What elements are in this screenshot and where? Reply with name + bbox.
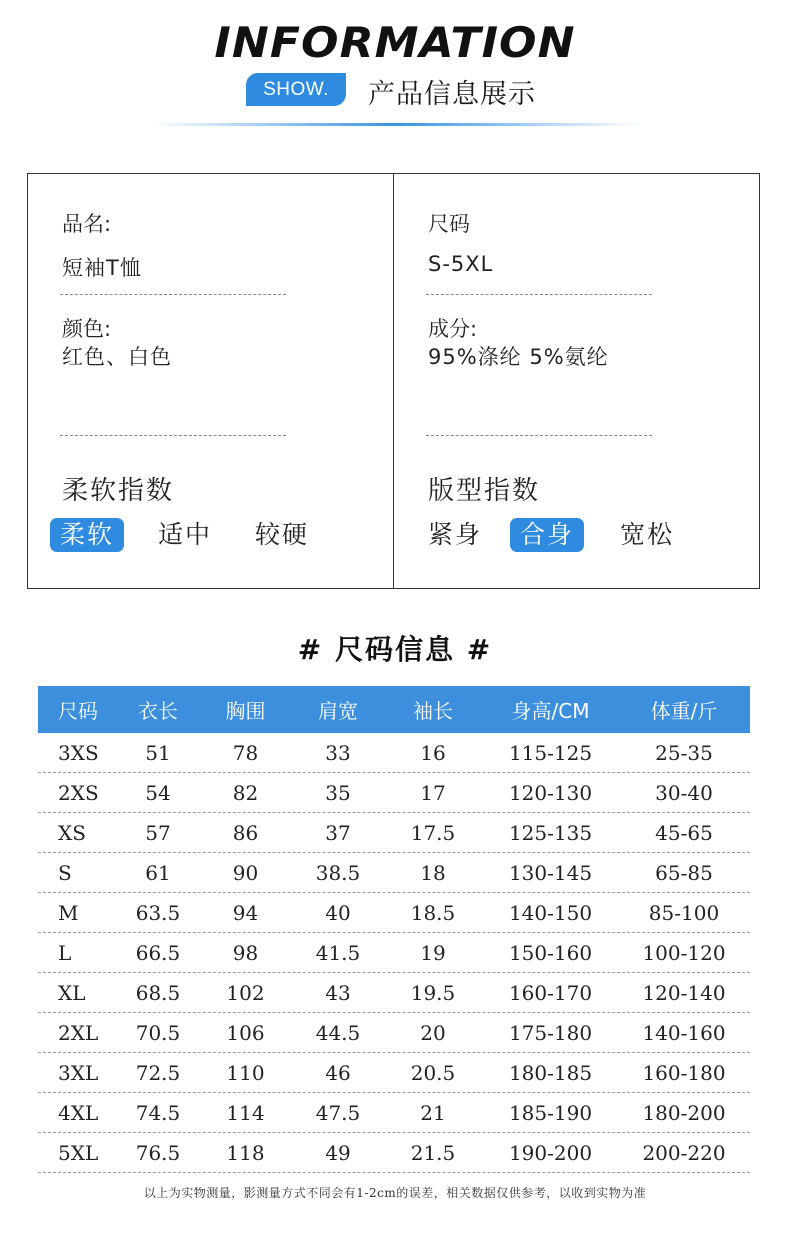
table-cell: 21: [420, 1100, 446, 1125]
color-value: 红色、白色: [62, 345, 172, 369]
table-cell: 100-120: [642, 940, 726, 965]
table-cell: 130-145: [508, 860, 593, 885]
size-section-title: # 尺码信息 #: [297, 633, 493, 666]
table-cell: 114: [226, 1100, 265, 1125]
table-header-cell: 胸围: [225, 699, 266, 723]
table-cell: L: [58, 940, 72, 965]
table-cell: 2XS: [58, 780, 99, 805]
table-cell: 37: [325, 820, 351, 845]
divider-dots: [426, 435, 652, 436]
table-cell: 120-140: [642, 980, 726, 1005]
table-cell: 65-85: [655, 860, 713, 885]
table-row: [38, 893, 750, 933]
size-value: S-5XL: [428, 252, 494, 276]
table-cell: 18: [420, 860, 446, 885]
table-row: [38, 853, 750, 893]
table-cell: 45-65: [655, 820, 713, 845]
table-cell: 21.5: [410, 1140, 456, 1165]
table-row: [38, 1133, 750, 1173]
size-table-header: [38, 686, 750, 733]
table-cell: 61: [145, 860, 171, 885]
product-name-value: 短袖T恤: [62, 256, 142, 280]
table-cell: 40: [325, 900, 351, 925]
table-cell: 98: [232, 940, 259, 965]
table-cell: 106: [226, 1020, 265, 1045]
table-cell: 33: [325, 740, 351, 765]
product-name-label: 品名:: [62, 212, 112, 236]
table-row: [38, 773, 750, 813]
table-cell: 150-160: [508, 940, 593, 965]
table-cell: 160-180: [642, 1060, 726, 1085]
table-header-cell: 身高/CM: [511, 699, 590, 723]
table-row: [38, 1013, 750, 1053]
table-cell: 43: [325, 980, 351, 1005]
table-cell: 49: [325, 1140, 351, 1165]
table-cell: 25-35: [655, 740, 713, 765]
table-cell: 90: [232, 860, 259, 885]
table-header-cell: 袖长: [413, 699, 453, 723]
size-table-body: [38, 733, 750, 1173]
table-cell: 17: [420, 780, 446, 805]
table-cell: 70.5: [135, 1020, 181, 1045]
table-cell: 125-135: [508, 820, 593, 845]
table-cell: 35: [325, 780, 351, 805]
table-cell: 17.5: [410, 820, 456, 845]
table-cell: 19: [420, 940, 446, 965]
table-cell: 41.5: [315, 940, 361, 965]
table-cell: 78: [232, 740, 259, 765]
show-badge: SHOW.: [246, 73, 346, 106]
material-label: 成分:: [428, 317, 478, 341]
table-row: [38, 1093, 750, 1133]
table-header-cell: 尺码: [58, 699, 98, 723]
table-cell: 110: [226, 1060, 265, 1085]
table-cell: 18.5: [410, 900, 456, 925]
table-row: [38, 1053, 750, 1093]
table-cell: 118: [226, 1140, 265, 1165]
table-cell: 66.5: [135, 940, 181, 965]
table-cell: 190-200: [508, 1140, 593, 1165]
table-cell: 19.5: [410, 980, 456, 1005]
softness-index-title: 柔软指数: [62, 476, 175, 506]
table-cell: 30-40: [655, 780, 713, 805]
table-cell: 185-190: [508, 1100, 593, 1125]
table-cell: 3XL: [58, 1060, 99, 1085]
table-cell: 115-125: [508, 740, 593, 765]
table-row: [38, 973, 750, 1013]
table-cell: 180-185: [508, 1060, 593, 1085]
table-cell: M: [58, 900, 79, 925]
table-cell: 20.5: [410, 1060, 456, 1085]
table-cell: 160-170: [508, 980, 593, 1005]
table-cell: 120-130: [508, 780, 593, 805]
table-cell: 5XL: [58, 1140, 99, 1165]
divider-dots: [426, 294, 652, 295]
header-underline: [150, 123, 640, 126]
table-cell: 82: [232, 780, 259, 805]
table-row: [38, 933, 750, 973]
fit-index-title: 版型指数: [428, 476, 541, 506]
table-header-cell: 体重/斤: [650, 699, 718, 723]
page-title: INFORMATION: [214, 18, 576, 67]
table-cell: 74.5: [135, 1100, 181, 1125]
material-value: 95%涤纶 5%氨纶: [428, 345, 609, 369]
softness-option-medium: 适中: [158, 520, 213, 549]
table-cell: 76.5: [135, 1140, 181, 1165]
table-cell: 140-160: [642, 1020, 726, 1045]
table-header-cell: 衣长: [138, 699, 178, 723]
divider-dots: [60, 294, 286, 295]
table-cell: 180-200: [642, 1100, 726, 1125]
table-cell: S: [58, 860, 72, 885]
fit-option-loose: 宽松: [620, 520, 675, 549]
fit-option-tight: 紧身: [428, 520, 483, 549]
size-label: 尺码: [428, 212, 470, 236]
table-cell: 4XL: [58, 1100, 99, 1125]
table-cell: 86: [232, 820, 259, 845]
table-header-cell: 肩宽: [318, 699, 358, 723]
color-label: 颜色:: [62, 317, 112, 341]
measurement-note: 以上为实物测量，影测量方式不同会有1-2cm的误差，相关数据仅供参考，以收到实物为准: [143, 1186, 647, 1200]
softness-option-hard: 较硬: [255, 520, 310, 549]
table-cell: 72.5: [135, 1060, 181, 1085]
table-cell: 44.5: [315, 1020, 361, 1045]
table-cell: 3XS: [58, 740, 99, 765]
softness-option-soft: 柔软: [50, 518, 124, 552]
table-cell: 94: [232, 900, 259, 925]
table-cell: 68.5: [135, 980, 181, 1005]
table-cell: 47.5: [315, 1100, 361, 1125]
size-table: [38, 686, 750, 1173]
table-cell: 38.5: [315, 860, 361, 885]
table-cell: 63.5: [135, 900, 181, 925]
table-cell: 54: [145, 780, 171, 805]
table-cell: 140-150: [508, 900, 593, 925]
table-row: [38, 733, 750, 773]
divider-dots: [60, 435, 286, 436]
table-cell: 16: [420, 740, 446, 765]
table-cell: 175-180: [508, 1020, 593, 1045]
fit-option-regular: 合身: [510, 518, 584, 552]
table-cell: 85-100: [648, 900, 720, 925]
table-cell: 102: [226, 980, 265, 1005]
table-cell: XL: [58, 980, 86, 1005]
info-box-divider: [393, 173, 394, 589]
table-cell: 200-220: [642, 1140, 726, 1165]
table-cell: 20: [420, 1020, 446, 1045]
table-cell: XS: [58, 820, 86, 845]
table-cell: 2XL: [58, 1020, 99, 1045]
table-row: [38, 813, 750, 853]
page-subtitle: 产品信息展示: [368, 79, 536, 110]
table-cell: 51: [145, 740, 171, 765]
table-cell: 57: [145, 820, 171, 845]
table-cell: 46: [325, 1060, 351, 1085]
